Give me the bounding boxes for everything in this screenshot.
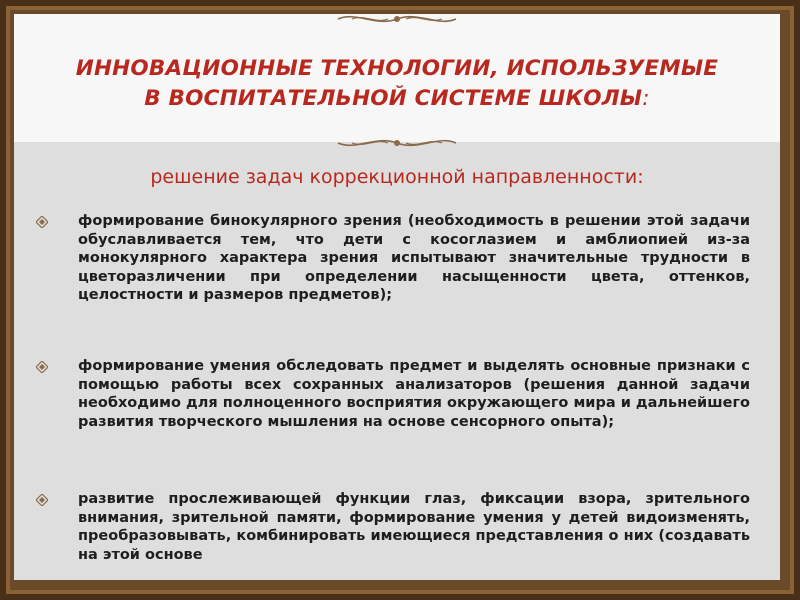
diamond-bullet-icon [36, 361, 48, 373]
title-line-1: ИННОВАЦИОННЫЕ ТЕХНОЛОГИИ, ИСПОЛЬЗУЕМЫЕ [75, 56, 719, 81]
list-item-text: формирование умения обследовать предмет и выделять основные признаки с помощью работы всех сохранных анализаторов (решения данной задачи необходимо для полноценного восприятия окружающего мира и дальнейшего развития творческого мышления на основе сенсорного опыта); [78, 358, 750, 430]
section-subtitle: решение задач коррекционной направленности: [150, 166, 644, 188]
slide [14, 14, 780, 580]
page-title [44, 54, 750, 114]
title-line-2-text: В ВОСПИТАТЕЛЬНОЙ СИСТЕМЕ ШКОЛЫ [144, 86, 643, 111]
title-colon: : [642, 86, 650, 111]
title-line-2 [44, 84, 750, 114]
ornament-icon [336, 134, 458, 152]
diamond-bullet-icon [36, 494, 48, 506]
ornament-icon [336, 14, 458, 28]
title-panel [14, 14, 780, 142]
list-item-text: развитие прослеживающей функции глаз, фиксации взора, зрительного внимания, зрительной памяти, формирование умения у детей видоизменять, преобразовывать, комбинировать имеющиеся представления о них (создавать на этой основе [78, 491, 750, 563]
list-item-text: формирование бинокулярного зрения (необходимость в решении этой задачи обуславливается тем, что дети с косоглазием и амблиопией из-за монокулярного характера зрения испытывают значительные трудности в цветоразличении при определении насыщенности цвета, оттенков, целостности и размеров предметов); [78, 213, 750, 303]
diamond-bullet-icon [36, 216, 48, 228]
